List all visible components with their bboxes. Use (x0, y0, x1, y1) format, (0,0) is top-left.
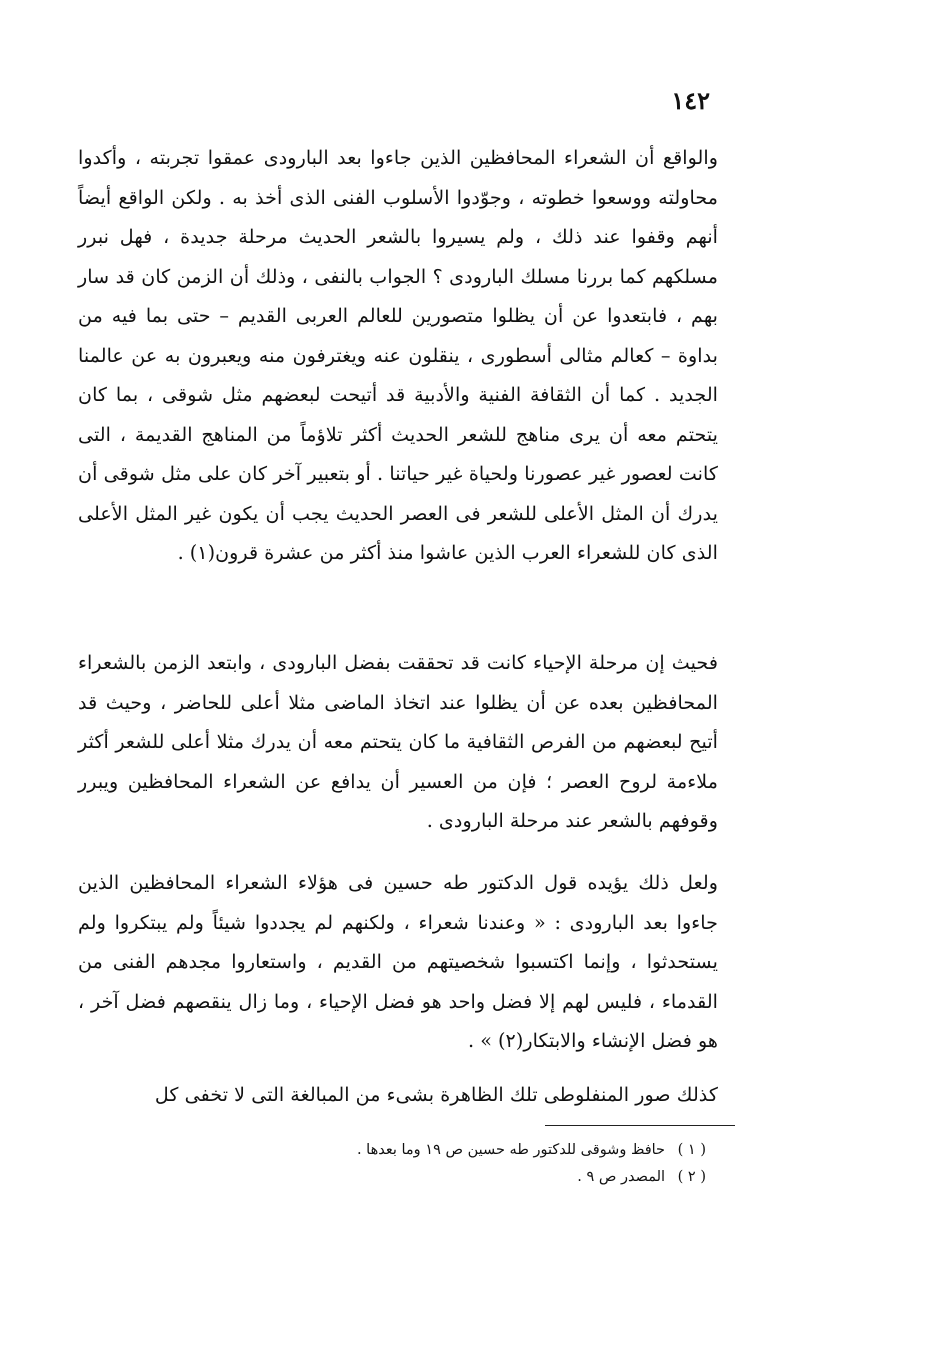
paragraph-text: والواقع أن الشعراء المحافظين الذين جاءوا بعد البارودى عمقوا تجربته ، وأكدوا محاولته ووسعوا خطوته ، وجوّدوا الأسلوب الفنى الذى أخذ به . ولكن الواقع أيضاً أنهم وقفوا عند ذلك ، ولم يسيروا بالشعر الحديث مرحلة جديدة ، فهل نبرر مسلكهم كما بررنا مسلك البارودى ؟ الجواب بالنفى ، وذلك أن الزمن كان قد سار بهم ، فابتعدوا عن أن يظلوا متصورين للعالم العربى القديم – حتى بما فيه من بداوة – كعالم مثالى أسطورى ، ينقلون عنه ويغترفون منه ويعبرون به عن عالمنا الجديد . كما أن الثقافة الفنية والأدبية قد أتيحت لبعضهم مثل شوقى ، بما كان يتحتم معه أن يرى مناهج للشعر الحديث أكثر تلاؤماً من المناهج القديمة ، التى كانت لعصور غير عصورنا ولحياة غير حياتنا . أو بتعبير آخر كان على مثل شوقى أن يدرك أن المثل الأعلى للشعر فى العصر الحديث يجب أن يكون غير المثل الأعلى الذى كان للشعراء العرب الذين عاشوا منذ أكثر من عشرة قرون(١) . (78, 146, 718, 564)
body-paragraph-4 (78, 1075, 718, 1115)
footnote-2 (206, 1164, 706, 1191)
footnote-divider (545, 1125, 735, 1126)
footnotes (206, 1137, 706, 1191)
footnote-text: حافظ وشوقى للدكتور طه حسين ص ١٩ وما بعدها . (356, 1142, 666, 1158)
paragraph-text: فحيث إن مرحلة الإحياء كانت قد تحققت بفضل البارودى ، وابتعد الزمن بالشعراء المحافظين بعده عن أن يظلوا عند اتخاذ الماضى مثلا أعلى للحاضر ، وحيث قد أتيح لبعضهم من الفرص الثقافية ما كان يتحتم معه أن يدرك مثلا أعلى للشعر أكثر ملاءمة لروح العصر ؛ فإن من العسير أن يدافع عن الشعراء المحافظين ويبرر وقوفهم بالشعر عند مرحلة البارودى . (78, 651, 718, 832)
footnote-1 (206, 1137, 706, 1164)
page-number: ١٤٢ (671, 86, 710, 115)
paragraph-text: كذلك صور المنفلوطى تلك الظاهرة بشىء من المبالغة التى لا تخفى كل (154, 1083, 718, 1106)
footnote-number: ( ٢ ) (677, 1169, 706, 1185)
body-paragraph-1 (78, 138, 718, 573)
body-paragraph-2 (78, 643, 718, 841)
footnote-text: المصدر ص ٩ . (577, 1169, 666, 1185)
paragraph-text: ولعل ذلك يؤيده قول الدكتور طه حسين فى هؤلاء الشعراء المحافظين الذين جاءوا بعد البارودى : « وعندنا شعراء ، ولكنهم لم يجددوا شيئاً ولم يبتكروا ولم يستحدثوا ، وإنما اكتسبوا شخصيتهم من القديم ، واستعاروا مجدهم الفنى من القدماء ، فليس لهم إلا فضل واحد هو فضل الإحياء ، وما زال ينقصهم فضل آخر ، هو فضل الإنشاء والابتكار(٢) » . (78, 871, 718, 1052)
footnote-number: ( ١ ) (677, 1142, 706, 1158)
body-paragraph-3 (78, 863, 718, 1061)
